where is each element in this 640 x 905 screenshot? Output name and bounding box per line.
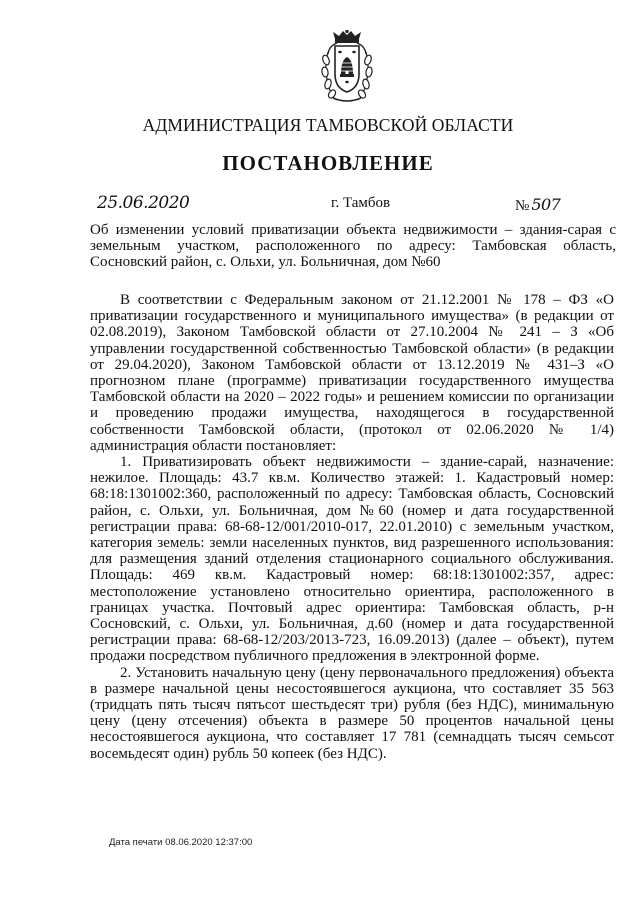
document-date: 25.06.2020 (97, 193, 190, 213)
coat-of-arms-icon (319, 30, 375, 104)
document-subject: Об изменении условий приватизации объекта недвижимости – здания-сарая с земельным участком, расположенного по адресу: Тамбовская область, Сосновский район, с. Ольхи, ул. Больничная, дом №60 (90, 222, 616, 270)
document-body (90, 292, 614, 762)
number-prefix: № (515, 198, 530, 214)
authority-name: АДМИНИСТРАЦИЯ ТАМБОВСКОЙ ОБЛАСТИ (142, 115, 514, 135)
document-number (515, 195, 560, 215)
document-city: г. Тамбов (331, 195, 391, 211)
document-type: ПОСТАНОВЛЕНИЕ (222, 151, 434, 175)
item-2-paragraph: 2. Установить начальную цену (цену первоначального предложения) объекта в размере начальной цены несостоявшегося аукциона, что составляет 35 563 (тридцать пять тысяч пятьсот шестьдесят три) рубля (без НДС), минимальную цену (цену отсечения) объекта в размере 50 процентов начальной цены несостоявшегося аукциона, что составляет 17 781 (семнадцать тысяч семьсот восемьдесят один) рубль 50 копеек (без НДС). (90, 664, 614, 762)
number-value: 507 (531, 195, 561, 214)
item-1-paragraph: 1. Приватизировать объект недвижимости – здание-сарай, назначение: нежилое. Площадь: 43.7 кв.м. Количество этажей: 1. Кадастровый номер: 68:18:1301002:360, расположенный по адресу: Тамбовская область, Сосновский район, с. Ольхи, ул. Больничная, дом №60 (номер и дата государственной регистрации права: 68-68-12/001/2010-017, 22.01.2010) с земельным участком, категория земель: земли населенных пунктов, вид разрешенного использования: для размещения зданий отделения стационарного социального обслуживания. Площадь: 469 кв.м. Кадастровый номер: 68:18:1301002:357, адрес: местоположение установлено относительно ориентира, расположенного в границах участка. Почтовый адрес ориентира: Тамбовская область, р-н Сосновский, с. Ольхи, ул. Больничная, д.60 (номер и дата государственной регистрации права: 68-68-12/203/2013-723, 16.09.2013) (далее – объект), путем продажи посредством публичного предложения в электронной форме. (90, 454, 614, 665)
preamble-paragraph: В соответствии с Федеральным законом от 21.12.2001 № 178 – ФЗ «О приватизации государственного и муниципального имущества» (в редакции от 02.08.2019), Законом Тамбовской области от 27.10.2004 № 241 – З «Об управлении государственной собственностью Тамбовской области» (в редакции от 29.04.2020), Законом Тамбовской области от 13.12.2019 № 431–З «О прогнозном плане (программе) приватизации государственного имущества Тамбовской области на 2020 – 2022 годы» и решением комиссии по организации и проведению продажи имущества, находящегося в государственной собственности Тамбовской области, (протокол от 02.06.2020 № 1/4) администрация области постановляет: (90, 292, 614, 454)
print-date: Дата печати 08.06.2020 12:37:00 (109, 837, 253, 848)
